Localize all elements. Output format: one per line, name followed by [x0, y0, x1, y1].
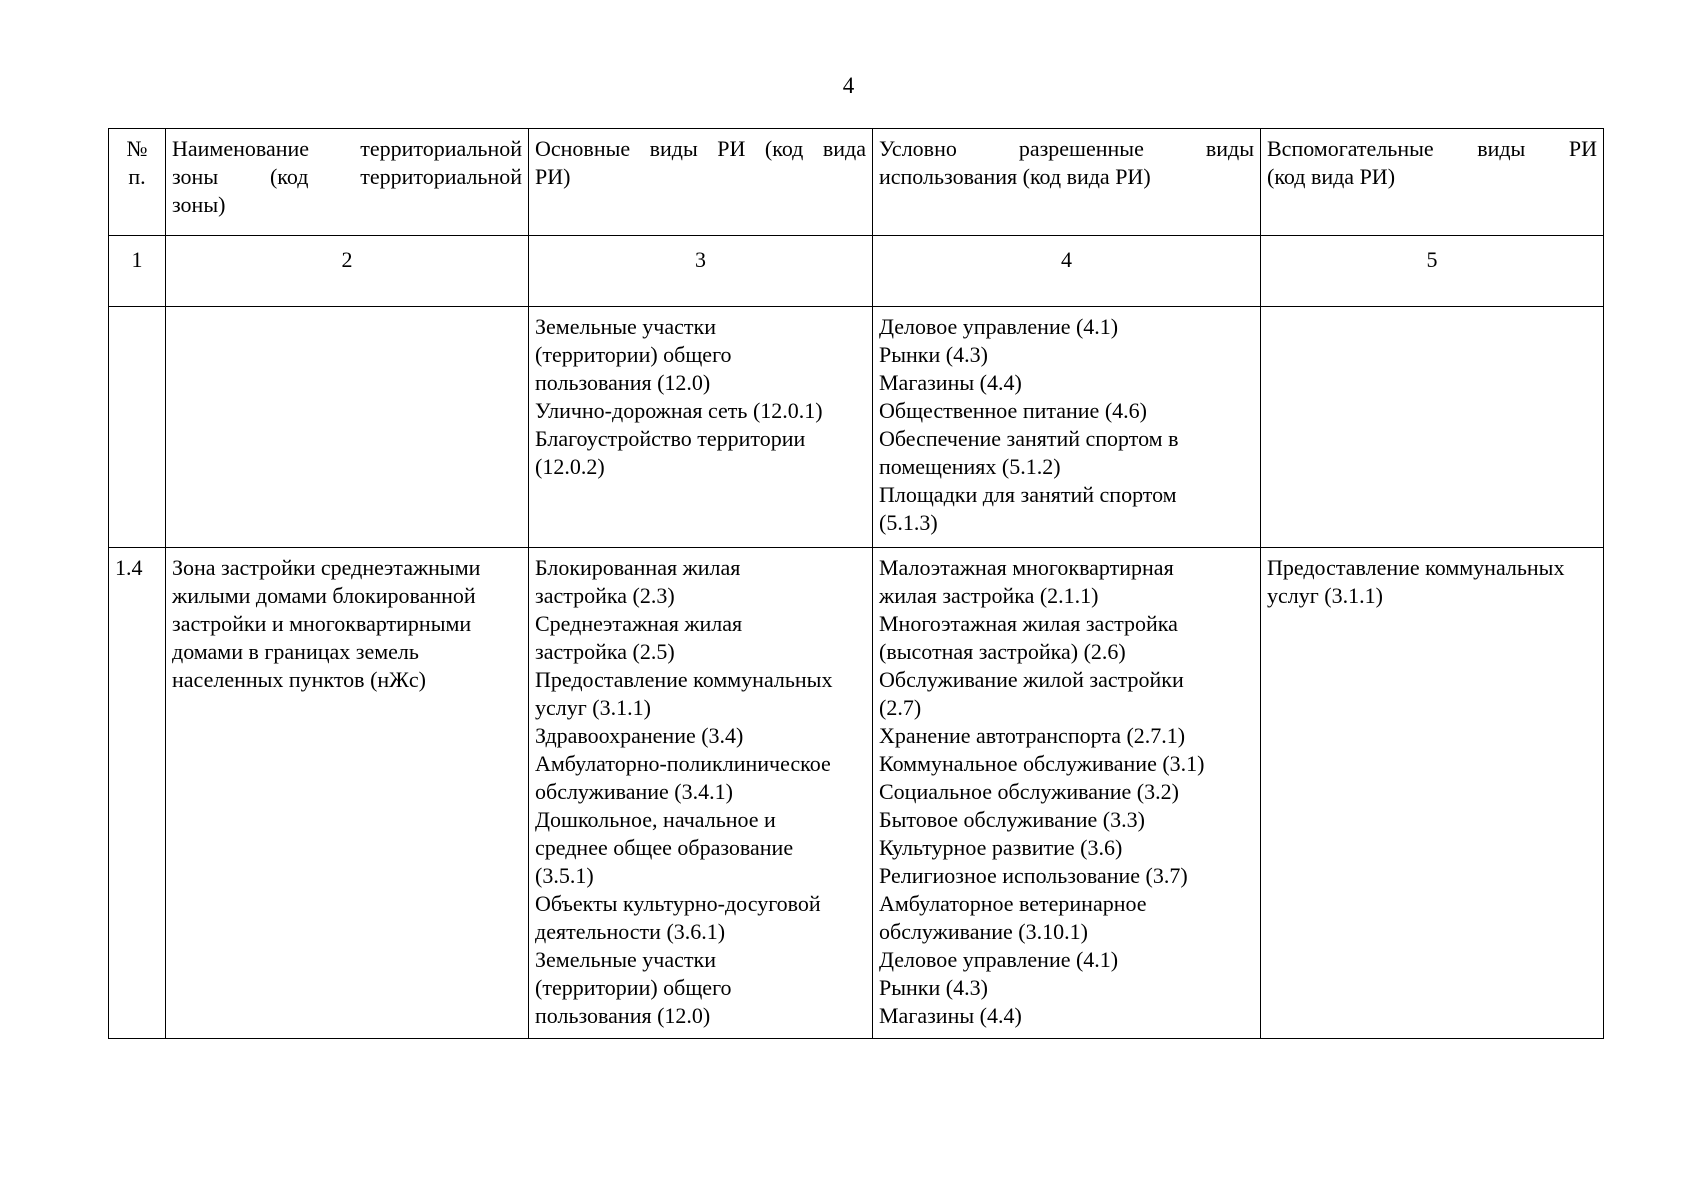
- header-line: зоны (код территориальной: [172, 164, 522, 189]
- header-row: [109, 129, 1604, 236]
- cell-text-line: пользования (12.0): [535, 1003, 711, 1028]
- header-conditional-uses: [873, 129, 1261, 236]
- cell-text-line: домами в границах земель: [172, 639, 419, 664]
- cell-text-line: застройки и многоквартирными: [172, 611, 472, 636]
- cell-text-line: Предоставление коммунальных: [535, 667, 833, 692]
- main-uses-cell: [529, 548, 873, 1039]
- cell-text-line: Здравоохранение (3.4): [535, 723, 744, 748]
- cell-text-line: (5.1.3): [879, 510, 938, 535]
- page-number: 4: [842, 73, 855, 98]
- column-number-row: [109, 236, 1604, 307]
- table-row: [109, 548, 1604, 1039]
- cell-text-line: Среднеэтажная жилая: [535, 611, 743, 636]
- cell-text-line: Многоэтажная жилая застройка: [879, 611, 1178, 636]
- header-zone-name: [166, 129, 529, 236]
- auxiliary-uses-cell: [1261, 548, 1604, 1039]
- main-uses-cell: [529, 307, 873, 548]
- zone-name-cell: [166, 307, 529, 548]
- cell-text-line: (высотная застройка) (2.6): [879, 639, 1126, 664]
- cell-text-line: Обеспечение занятий спортом в: [879, 426, 1179, 451]
- column-number: 3: [529, 236, 873, 307]
- cell-text-line: среднее общее образование: [535, 835, 794, 860]
- cell-text-line: Блокированная жилая: [535, 555, 741, 580]
- column-number: 2: [166, 236, 529, 307]
- cell-text-line: помещениях (5.1.2): [879, 454, 1061, 479]
- header-line: Вспомогательные виды РИ: [1267, 136, 1597, 161]
- cell-text-line: Амбулаторное ветеринарное: [879, 891, 1147, 916]
- cell-text-line: обслуживание (3.4.1): [535, 779, 733, 804]
- cell-text-line: жилыми домами блокированной: [172, 583, 476, 608]
- cell-text-line: Культурное развитие (3.6): [879, 835, 1123, 860]
- cell-text-line: Амбулаторно-поликлиническое: [535, 751, 831, 776]
- cell-text-line: Хранение автотранспорта (2.7.1): [879, 723, 1186, 748]
- cell-text-line: обслуживание (3.10.1): [879, 919, 1088, 944]
- row-number-cell: 1.4: [109, 548, 166, 1039]
- cell-text-line: Обслуживание жилой застройки: [879, 667, 1184, 692]
- column-number: 5: [1261, 236, 1604, 307]
- header-main-uses: [529, 129, 873, 236]
- zone-name-cell: [166, 548, 529, 1039]
- cell-text-line: Благоустройство территории: [535, 426, 806, 451]
- cell-text-line: Улично-дорожная сеть (12.0.1): [535, 398, 823, 423]
- cell-text-line: Бытовое обслуживание (3.3): [879, 807, 1145, 832]
- cell-text-line: Общественное питание (4.6): [879, 398, 1147, 423]
- header-line: Наименование территориальной: [172, 136, 522, 161]
- cell-text-line: Земельные участки: [535, 314, 716, 339]
- cell-text-line: Религиозное использование (3.7): [879, 863, 1188, 888]
- column-number: 4: [873, 236, 1261, 307]
- cell-text-line: населенных пунктов (нЖс): [172, 667, 426, 692]
- header-line: использования (код вида РИ): [879, 164, 1151, 189]
- cell-text-line: Зона застройки среднеэтажными: [172, 555, 481, 580]
- header-line: №: [126, 136, 148, 161]
- cell-text-line: услуг (3.1.1): [1267, 583, 1383, 608]
- conditional-uses-cell: [873, 307, 1261, 548]
- zoning-table: [108, 128, 1604, 1039]
- cell-text-line: услуг (3.1.1): [535, 695, 651, 720]
- cell-text-line: Коммунальное обслуживание (3.1): [879, 751, 1205, 776]
- header-number: [109, 129, 166, 236]
- cell-text-line: Земельные участки: [535, 947, 716, 972]
- cell-text-line: Рынки (4.3): [879, 975, 988, 1000]
- cell-text-line: застройка (2.3): [535, 583, 675, 608]
- conditional-uses-cell: [873, 548, 1261, 1039]
- header-auxiliary-uses: [1261, 129, 1604, 236]
- cell-text-line: застройка (2.5): [535, 639, 675, 664]
- cell-text-line: (2.7): [879, 695, 922, 720]
- header-line: п.: [128, 164, 146, 189]
- column-number: 1: [109, 236, 166, 307]
- cell-text-line: Дошкольное, начальное и: [535, 807, 776, 832]
- cell-text-line: Площадки для занятий спортом: [879, 482, 1177, 507]
- cell-text-line: Объекты культурно-досуговой: [535, 891, 821, 916]
- cell-text-line: (территории) общего: [535, 975, 732, 1000]
- cell-text-line: пользования (12.0): [535, 370, 711, 395]
- header-line: Основные виды РИ (код вида: [535, 136, 866, 161]
- cell-text-line: Деловое управление (4.1): [879, 314, 1119, 339]
- cell-text-line: Магазины (4.4): [879, 370, 1022, 395]
- cell-text-line: жилая застройка (2.1.1): [879, 583, 1099, 608]
- cell-text-line: Магазины (4.4): [879, 1003, 1022, 1028]
- header-line: зоны): [172, 192, 226, 217]
- cell-text-line: (3.5.1): [535, 863, 594, 888]
- auxiliary-uses-cell: [1261, 307, 1604, 548]
- header-line: Условно разрешенные виды: [879, 136, 1254, 161]
- cell-text-line: (12.0.2): [535, 454, 605, 479]
- cell-text-line: деятельности (3.6.1): [535, 919, 726, 944]
- header-line: РИ): [535, 164, 571, 189]
- cell-text-line: (территории) общего: [535, 342, 732, 367]
- cell-text-line: Социальное обслуживание (3.2): [879, 779, 1179, 804]
- header-line: (код вида РИ): [1267, 164, 1396, 189]
- cell-text-line: Предоставление коммунальных: [1267, 555, 1565, 580]
- cell-text-line: Малоэтажная многоквартирная: [879, 555, 1174, 580]
- cell-text-line: Рынки (4.3): [879, 342, 988, 367]
- table-row: [109, 307, 1604, 548]
- cell-text-line: Деловое управление (4.1): [879, 947, 1119, 972]
- row-number-cell: [109, 307, 166, 548]
